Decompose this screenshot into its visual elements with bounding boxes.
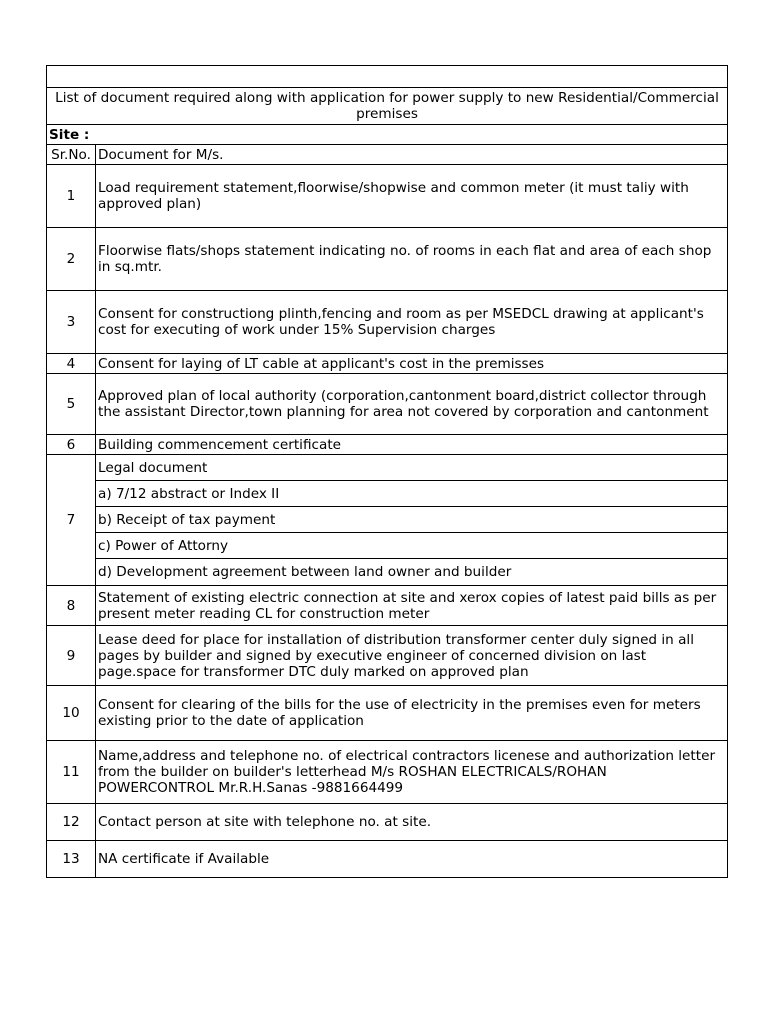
- sr-no-cell: 3: [47, 291, 96, 354]
- blank-row: [47, 66, 728, 88]
- table-row: [47, 165, 728, 228]
- document-cell: Lease deed for place for installation of distribution transformer center duly signed in all pages by builder and signed by executive engineer of concerned division on last page.space for transformer DTC duly marked on approved plan: [96, 626, 728, 686]
- sr-no-cell: 4: [47, 354, 96, 374]
- sr-no-cell: 1: [47, 165, 96, 228]
- sr-no-cell: 13: [47, 841, 96, 878]
- document-cell: Contact person at site with telephone no. at site.: [96, 804, 728, 841]
- document-subitem: b) Receipt of tax payment: [96, 507, 728, 533]
- table-row: [47, 354, 728, 374]
- site-row: [47, 125, 728, 145]
- header-row: [47, 145, 728, 165]
- sr-no-cell: 6: [47, 435, 96, 455]
- document-cell: Legal document: [96, 455, 728, 481]
- sr-no-cell: 5: [47, 374, 96, 435]
- document-cell: Name,address and telephone no. of electrical contractors licenese and authorization letter from the builder on builder's letterhead M/s ROSHAN ELECTRICALS/ROHAN POWERCONTROL Mr.R.H.Sanas -9881664499: [96, 741, 728, 804]
- document-cell: Consent for clearing of the bills for the use of electricity in the premises even for meters existing prior to the date of application: [96, 686, 728, 741]
- sr-no-cell: 10: [47, 686, 96, 741]
- document-cell: Load requirement statement,floorwise/shopwise and common meter (it must taliy with approved plan): [96, 165, 728, 228]
- sr-no-cell: 9: [47, 626, 96, 686]
- document-table: [46, 65, 728, 878]
- sr-no-cell: 7: [47, 455, 96, 586]
- document-cell: Building commencement certificate: [96, 435, 728, 455]
- sr-no-cell: 8: [47, 586, 96, 626]
- document-subitem: c) Power of Attorny: [96, 533, 728, 559]
- sr-no-cell: 2: [47, 228, 96, 291]
- table-subrow: [47, 533, 728, 559]
- document-cell: Floorwise flats/shops statement indicating no. of rooms in each flat and area of each shop in sq.mtr.: [96, 228, 728, 291]
- sr-no-cell: 11: [47, 741, 96, 804]
- table-subrow: [47, 559, 728, 586]
- sr-no-cell: 12: [47, 804, 96, 841]
- document-cell: Consent for constructiong plinth,fencing and room as per MSEDCL drawing at applicant's cost for executing of work under 15% Supervision charges: [96, 291, 728, 354]
- page-title: List of document required along with application for power supply to new Residential/Commercial premises: [47, 88, 728, 125]
- table-subrow: [47, 507, 728, 533]
- table-subrow: [47, 481, 728, 507]
- table-row: [47, 626, 728, 686]
- document-cell: NA certificate if Available: [96, 841, 728, 878]
- table-row: [47, 804, 728, 841]
- table-row: [47, 435, 728, 455]
- document-cell: Consent for laying of LT cable at applicant's cost in the premisses: [96, 354, 728, 374]
- table-row: [47, 841, 728, 878]
- sr-no-header: Sr.No.: [47, 145, 96, 165]
- title-row: [47, 88, 728, 125]
- document-cell: Statement of existing electric connection at site and xerox copies of latest paid bills as per present meter reading CL for construction meter: [96, 586, 728, 626]
- table-row: [47, 741, 728, 804]
- document-header: Document for M/s.: [96, 145, 728, 165]
- table-row: [47, 291, 728, 354]
- document-subitem: a) 7/12 abstract or Index II: [96, 481, 728, 507]
- table-row: [47, 586, 728, 626]
- blank-cell: [47, 66, 728, 88]
- table-row: [47, 686, 728, 741]
- site-cell: [47, 125, 728, 145]
- table-row: [47, 374, 728, 435]
- site-label: Site :: [49, 126, 90, 143]
- table-row: [47, 455, 728, 481]
- document-subitem: d) Development agreement between land owner and builder: [96, 559, 728, 586]
- table-row: [47, 228, 728, 291]
- document-cell: Approved plan of local authority (corporation,cantonment board,district collector through the assistant Director,town planning for area not covered by corporation and cantonment: [96, 374, 728, 435]
